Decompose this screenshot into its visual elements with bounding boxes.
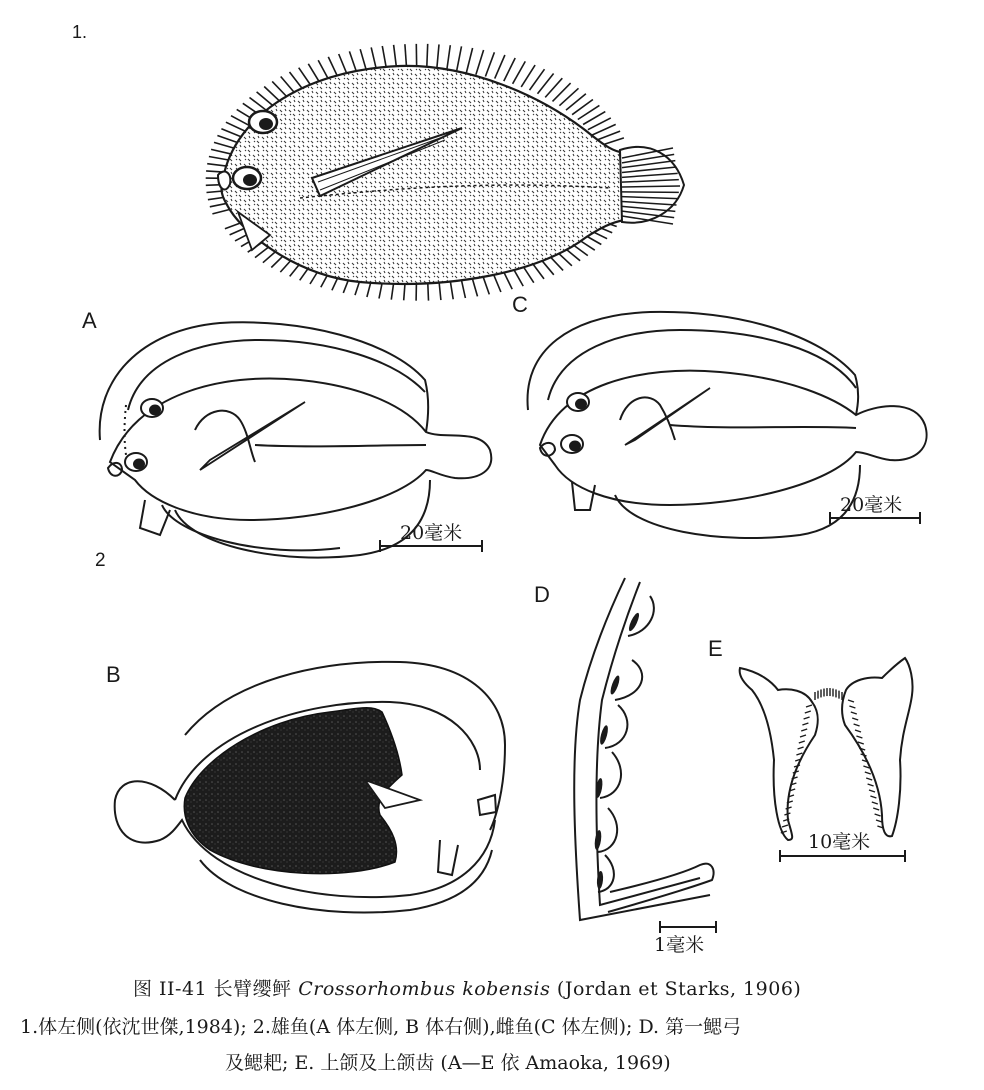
- scale-bars: [380, 512, 920, 933]
- gill-arch-d: [574, 578, 713, 920]
- scale-label-a: 20毫米: [400, 522, 463, 544]
- fish-1-full-drawing: [206, 44, 684, 301]
- panel-label-1: 1.: [72, 22, 88, 42]
- caption-line-2: 1.体左侧(依沈世傑,1984); 2.雄鱼(A 体左侧, B 体右侧),雌鱼(C 体左侧); D. 第一鳃弓: [20, 1016, 742, 1038]
- gill-rakers: [594, 612, 641, 890]
- caption-species-name: Crossorhombus kobensis: [298, 978, 551, 1000]
- fish-b-dark-pigment: [184, 708, 402, 874]
- scale-label-e: 10毫米: [808, 831, 871, 853]
- caption-authority: (Jordan et Starks, 1906): [550, 978, 802, 1000]
- caption-line-3: 及鳃耙; E. 上颌及上颌齿 (A—E 依 Amaoka, 1969): [225, 1052, 671, 1074]
- panel-label-d: D: [534, 582, 550, 607]
- upper-jaw-e: [740, 658, 913, 840]
- panel-label-b: B: [106, 662, 121, 687]
- panel-label-2: 2: [95, 550, 106, 571]
- panel-label-c: C: [512, 292, 528, 317]
- panel-label-e: E: [708, 636, 723, 661]
- scale-label-d: 1毫米: [654, 934, 705, 956]
- scale-label-c: 20毫米: [840, 494, 903, 516]
- panel-label-a: A: [82, 308, 97, 333]
- jaw-teeth: [781, 688, 884, 833]
- caption-title: [133, 974, 801, 1001]
- caption-figure-number: 图 II-41 长臂缨鲆: [133, 978, 299, 1000]
